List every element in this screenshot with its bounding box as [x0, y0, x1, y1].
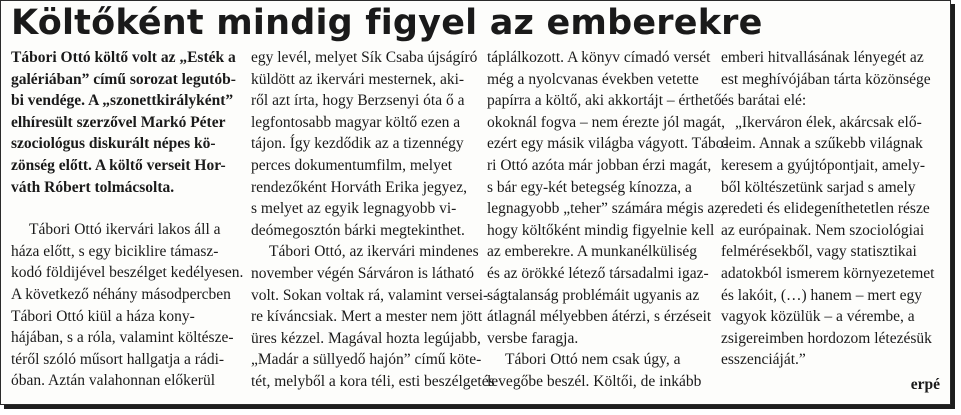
text-line: deómegosztón bárki megtekinthet. — [251, 221, 465, 239]
text-line: óban. Aztán valahonnan előkerül — [11, 372, 216, 390]
text-line: legfontosabb magyar költő ezen a — [251, 113, 461, 131]
text-line: re kíváncsiak. Mert a mester nem jött — [251, 308, 483, 326]
text-line: est meghívójában tárta közönsége — [721, 70, 931, 88]
text-line: s bár egy-két betegség kínozza, a — [487, 178, 692, 196]
text-line: elhíresült szerzővel Markó Péter — [11, 113, 226, 131]
text-line: Tábori Ottó költő volt az „Esték a — [11, 49, 236, 66]
article-column-3 — [487, 47, 729, 393]
text-line: bi vendége. A „szonettkirályként” — [11, 92, 234, 110]
text-line: tét, melyből a kora téli, esti beszélgetés — [251, 372, 495, 390]
text-line: deim. Annak a szűkebb világnak — [721, 135, 923, 153]
text-line: szociológus diskurált népes kö- — [11, 135, 216, 153]
text-line: az európainak. Nem szociológiai — [721, 221, 925, 239]
article-paragraph — [251, 241, 495, 392]
article-paragraph — [487, 349, 703, 392]
text-line: ből költészetünk sarjad s amely — [721, 178, 916, 196]
text-line: és barátai elé: — [721, 92, 807, 110]
text-line: küldött az ikervári mesternek, aki- — [251, 70, 465, 88]
text-line: adatokból ismerem környezetemet — [721, 264, 935, 282]
text-line: átlagnál mélyebben átérzi, s érzéseit — [487, 308, 712, 326]
text-line: vagyok közülük – a vérembe, a — [721, 308, 915, 326]
text-line: és lakóit, (…) hanem – mert egy — [721, 286, 923, 304]
text-line: esszenciáját.” — [721, 351, 806, 369]
text-line: az emberekre. A munkanélküliség — [487, 243, 698, 261]
text-line: emberi hitvallásának lényegét az — [721, 49, 924, 66]
text-line: papírra a költő, aki akkortájt – érthető — [487, 92, 722, 110]
article-paragraph — [251, 47, 478, 241]
text-line: még a nyolcvanas években vetette — [487, 70, 699, 88]
text-line: háza előtt, s egy biciklire támasz- — [11, 242, 219, 260]
text-line: s melyet az egyik legnagyobb vi- — [251, 200, 457, 218]
article-column-4 — [721, 47, 943, 371]
text-line: november végén Sárváron is látható — [251, 264, 474, 282]
text-line: hájában, s a róla, valamint költésze- — [11, 329, 234, 347]
text-line: Tábori Ottó nem csak úgy, a — [505, 351, 681, 369]
text-line: levegőbe beszél. Költői, de inkább — [487, 372, 702, 390]
text-line: „Ikerváron élek, akárcsak elő- — [735, 113, 922, 131]
text-line: versbe faragja. — [487, 329, 579, 347]
text-line: Tábori Ottó, az ikervári mindenes — [269, 243, 479, 261]
article-column-2 — [251, 47, 495, 393]
text-line: ezért egy másik világba vágyott. Tábo- — [487, 135, 729, 153]
text-line: galériában” című sorozat legutób- — [11, 70, 236, 88]
text-line: eredeti és elidegeníthetetlen része — [721, 200, 930, 218]
article-paragraph — [11, 219, 244, 392]
text-line: hogy költőként mindig figyelnie kell — [487, 221, 715, 239]
text-line: zsigereimben hordozom létezésük — [721, 329, 932, 347]
text-line: rendezőként Horváth Erika jegyez, — [251, 178, 468, 196]
article-paragraph — [721, 47, 943, 112]
text-line: A következő néhány másodpercben — [11, 285, 231, 303]
text-line: kodó földijével beszélget kedélyesen. — [11, 264, 244, 282]
article-headline: Költőként mindig figyel az emberekre — [11, 3, 763, 43]
text-line: és az örökké létező társadalmi igaz- — [487, 264, 709, 282]
article-quote — [721, 112, 943, 371]
paragraph-gap — [11, 198, 233, 219]
text-line: téről szóló műsort hallgatja a rádi- — [11, 350, 225, 368]
text-line: üres kézzel. Magával hozta legújabb, — [251, 329, 481, 347]
text-line: perces dokumentumfilm, melyet — [251, 156, 453, 174]
article-column-1 — [11, 47, 244, 392]
text-line: zönség előtt. A költő verseit Hor- — [11, 156, 226, 174]
text-line: Tábori Ottó kiül a háza kony- — [11, 307, 195, 325]
text-line: ről azt írta, hogy Berzsenyi óta ő a — [251, 92, 465, 110]
text-line: ri Ottó azóta már jobban érzi magát, — [487, 156, 712, 174]
article-paragraph — [487, 47, 729, 349]
text-line: keresem a gyújtópontjait, amely- — [721, 156, 926, 174]
text-line: egy levél, melyet Sík Csaba újságíró — [251, 49, 478, 66]
text-line: legnagyobb „teher” számára mégis az, — [487, 200, 725, 218]
text-line: ságtalanság problémáit ugyanis az — [487, 286, 700, 304]
text-line: volt. Sokan voltak rá, valamint versei- — [251, 286, 489, 304]
text-line: Tábori Ottó ikervári lakos áll a — [29, 221, 221, 239]
article-lead — [11, 47, 236, 198]
text-line: tájon. Így kezdődik az a tizennégy — [251, 135, 464, 153]
text-line: „Madár a süllyedő hajón” című köte- — [251, 351, 482, 369]
author-signature: erpé — [910, 376, 940, 393]
text-line: váth Róbert tolmácsolta. — [11, 178, 175, 196]
text-line: táplálkozott. A könyv címadó versét — [487, 49, 711, 66]
text-line: felmérésekből, vagy statisztikai — [721, 243, 917, 261]
text-line: okoknál fogva – nem érezte jól magát, — [487, 113, 726, 131]
